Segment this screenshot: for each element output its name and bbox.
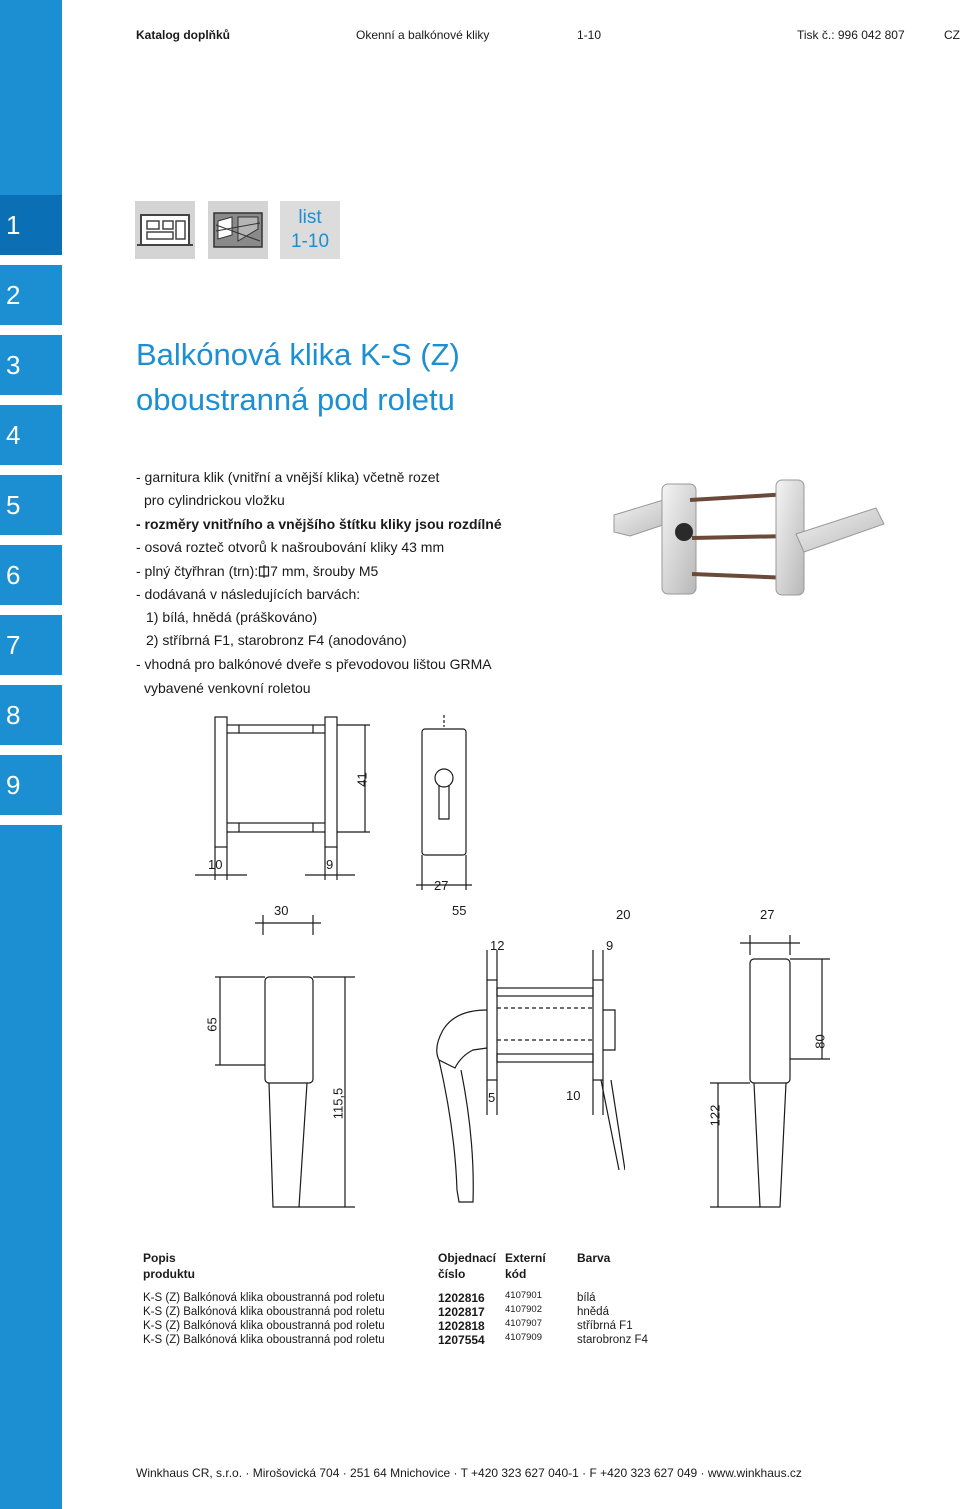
language-code: CZ xyxy=(944,28,960,42)
col-header-order-l2: číslo xyxy=(438,1267,466,1281)
catalog-label: Katalog doplňků xyxy=(136,28,230,42)
col-header-description xyxy=(143,1250,195,1282)
col-header-description-l1: Popis xyxy=(143,1251,176,1265)
row-description: K-S (Z) Balkónová klika oboustranná pod roletu xyxy=(143,1334,385,1346)
dim-12: 12 xyxy=(490,938,505,953)
dim-5: 5 xyxy=(488,1090,496,1105)
row-color: stříbrná F1 xyxy=(577,1320,633,1332)
bullet-5-sub1: 1) bílá, hnědá (práškováno) xyxy=(146,609,318,625)
row-external-code: 4107901 xyxy=(505,1290,542,1301)
col-header-external-l1: Externí xyxy=(505,1251,546,1265)
bullet-1: - garnitura klik (vnitřní a vnější klika) včetně rozet xyxy=(136,469,440,485)
dim-9-top: 9 xyxy=(326,857,334,872)
bullet-5: - dodávaná v následujících barvách: xyxy=(136,586,361,602)
bullet-6-cont: vybavené venkovní roletou xyxy=(144,680,311,696)
bullet-4-text: - plný čtyřhran (trn): xyxy=(136,563,259,579)
dim-65: 65 xyxy=(204,1017,220,1032)
table-row xyxy=(143,1333,683,1347)
dim-27-top: 27 xyxy=(434,878,449,893)
row-description: K-S (Z) Balkónová klika oboustranná pod roletu xyxy=(143,1292,385,1304)
section-label: Okenní a balkónové kliky xyxy=(356,28,490,42)
row-order-number: 1202817 xyxy=(438,1305,485,1319)
col-header-external xyxy=(505,1250,546,1282)
row-order-number: 1202818 xyxy=(438,1319,485,1333)
handle-side-drawing xyxy=(415,950,625,1230)
product-title-line2: oboustranná pod roletu xyxy=(136,382,455,417)
bullet-2: - rozměry vnitřního a vnějšího štítku kliky jsou rozdílné xyxy=(136,516,502,532)
row-external-code: 4107907 xyxy=(505,1318,542,1329)
col-header-order-l1: Objednací xyxy=(438,1251,497,1265)
dim-20: 20 xyxy=(616,907,631,922)
table-row xyxy=(143,1291,683,1305)
chapter-tab-5[interactable]: 5 xyxy=(6,489,21,520)
table-row xyxy=(143,1305,683,1319)
dim-41: 41 xyxy=(354,772,370,787)
list-label-line2: 1-10 xyxy=(290,231,330,252)
row-color: hnědá xyxy=(577,1306,609,1318)
product-title-line1: Balkónová klika K-S (Z) xyxy=(136,337,460,372)
bullet-1-cont: pro cylindrickou vložku xyxy=(144,492,285,508)
row-order-number: 1202816 xyxy=(438,1291,485,1305)
col-header-external-l2: kód xyxy=(505,1267,527,1281)
bullet-4 xyxy=(136,561,378,581)
wood-profile-icon xyxy=(208,201,268,259)
bullet-4-text-b: 7 mm, šrouby M5 xyxy=(270,563,379,579)
row-color: starobronz F4 xyxy=(577,1334,648,1346)
chapter-strip xyxy=(0,0,62,1509)
chapter-tab-4[interactable]: 4 xyxy=(6,419,21,450)
table-row xyxy=(143,1319,683,1333)
dim-55: 55 xyxy=(452,903,467,918)
dim-30: 30 xyxy=(274,903,289,918)
bullet-6: - vhodná pro balkónové dveře s převodovou lištou GRMA xyxy=(136,656,492,672)
row-external-code: 4107909 xyxy=(505,1332,542,1343)
col-header-color: Barva xyxy=(577,1251,611,1265)
print-number: Tisk č.: 996 042 807 xyxy=(797,28,905,42)
dim-122: 122 xyxy=(707,1104,723,1127)
handle-right-drawing xyxy=(700,935,840,1235)
bullet-3: - osová rozteč otvorů k našroubování kliky 43 mm xyxy=(136,539,445,555)
dim-27-right: 27 xyxy=(760,907,775,922)
chapter-tab-1[interactable]: 1 xyxy=(0,195,62,255)
product-table xyxy=(143,1291,683,1347)
list-label-line1: list xyxy=(298,207,322,228)
col-header-order xyxy=(438,1250,496,1282)
chapter-tab-3[interactable]: 3 xyxy=(6,349,21,380)
pvc-profile-icon xyxy=(135,201,195,259)
dim-10-top: 10 xyxy=(208,857,223,872)
escutcheon-drawing xyxy=(410,715,490,895)
chapter-tab-2[interactable]: 2 xyxy=(6,279,21,310)
row-description: K-S (Z) Balkónová klika oboustranná pod roletu xyxy=(143,1320,385,1332)
chapter-tab-7[interactable]: 7 xyxy=(6,629,21,660)
row-external-code: 4107902 xyxy=(505,1304,542,1315)
bullet-5-sub2: 2) stříbrná F1, starobronz F4 (anodováno) xyxy=(146,632,407,648)
dim-10-bottom: 10 xyxy=(566,1088,581,1103)
page-number: 1-10 xyxy=(577,28,602,42)
list-label-box xyxy=(280,201,340,259)
row-color: bílá xyxy=(577,1292,596,1304)
dim-80: 80 xyxy=(812,1034,828,1049)
product-photo xyxy=(600,470,900,630)
company-footer: Winkhaus CR, s.r.o. · Mirošovická 704 · 251 64 Mnichovice · T +420 323 627 040-1 · F +420 323 627 049 · www.winkhaus.cz xyxy=(136,1466,802,1480)
square-spindle-icon xyxy=(258,563,270,576)
chapter-tab-8[interactable]: 8 xyxy=(6,699,21,730)
row-description: K-S (Z) Balkónová klika oboustranná pod roletu xyxy=(143,1306,385,1318)
chapter-tab-6[interactable]: 6 xyxy=(6,559,21,590)
handle-front-drawing xyxy=(215,915,365,1220)
dim-115-5: 115,5 xyxy=(330,1087,346,1120)
col-header-description-l2: produktu xyxy=(143,1267,195,1281)
chapter-tab-9[interactable]: 9 xyxy=(6,769,21,800)
row-order-number: 1207554 xyxy=(438,1333,485,1347)
dim-9-mid: 9 xyxy=(606,938,614,953)
